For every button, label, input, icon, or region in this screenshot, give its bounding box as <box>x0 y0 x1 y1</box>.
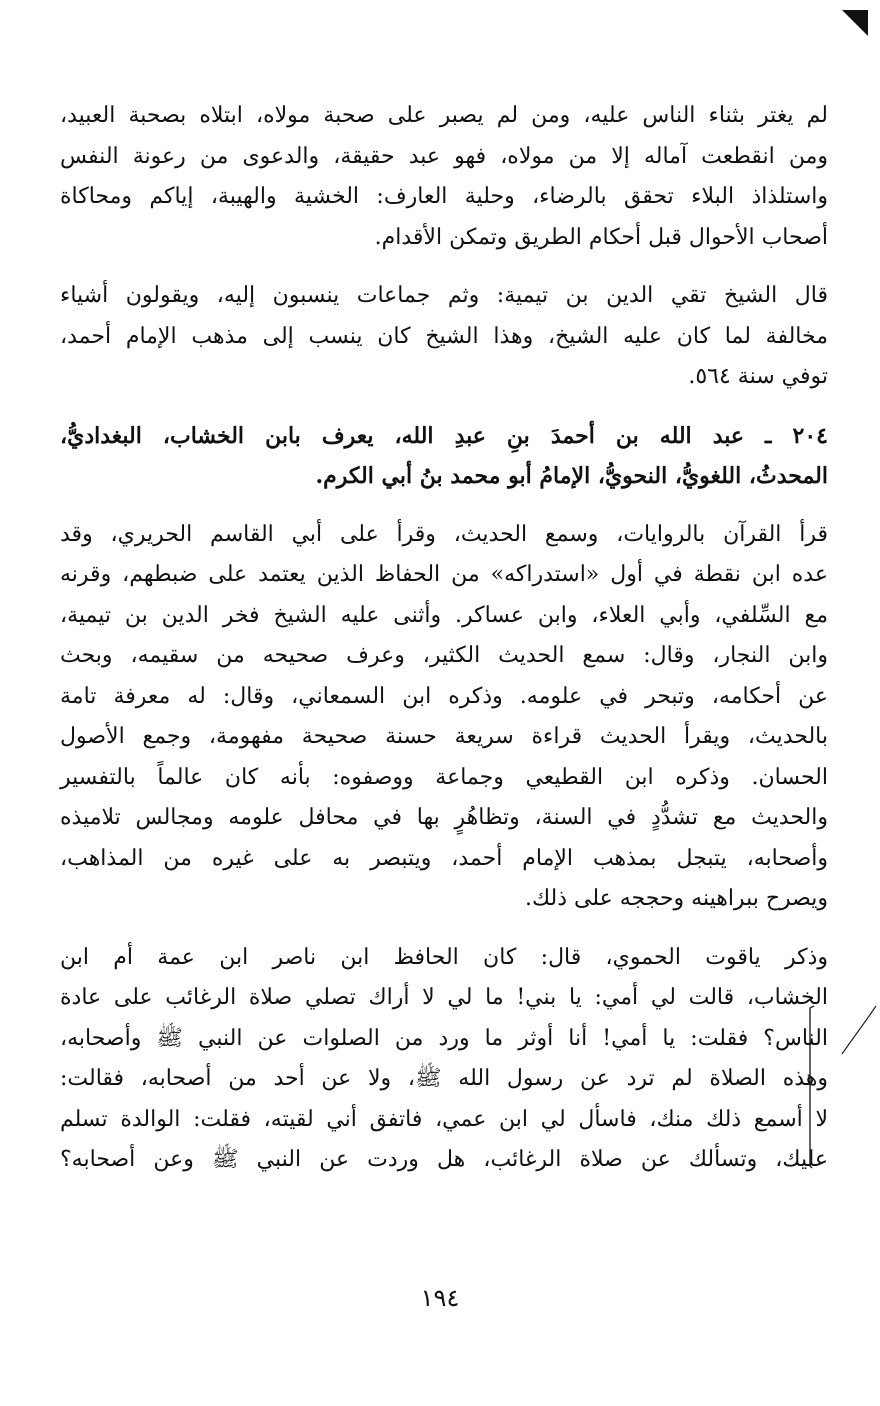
page-body <box>60 96 828 1199</box>
text-line: قرأ القرآن بالروايات، وسمع الحديث، وقرأ على أبي القاسم الحريري، وقد <box>60 521 829 547</box>
text-line: عليك، وتسألك عن صلاة الرغائب، هل وردت عن النبي ﷺ وعن أصحابه؟ <box>60 1147 828 1172</box>
text-line: الخشاب، قالت لي أمي: يا بني! ما لي لا أراك تصلي صلاة الرغائب على عادة <box>60 985 828 1010</box>
paragraph-3 <box>60 515 828 920</box>
page-number: ١٩٤ <box>420 1284 460 1312</box>
paragraph-2 <box>60 276 828 398</box>
corner-triangle-mark <box>842 10 868 36</box>
text-line: مخالفة لما كان عليه الشيخ، وهذا الشيخ كان ينسب إلى مذهب الإمام أحمد، <box>60 323 828 349</box>
text-line: قال الشيخ تقي الدين بن تيمية: وثم جماعات ينسبون إليه، ويقولون أشياء <box>60 283 828 308</box>
text-line: وهذه الصلاة لم ترد عن رسول الله ﷺ، ولا عن أحد من أصحابه، فقالت: <box>60 1066 828 1091</box>
text-line: ومن انقطعت آماله إلا من مولاه، فهو عبد حقيقة، والدعوى من رعونة النفس <box>60 143 828 169</box>
paragraph-4 <box>60 938 828 1181</box>
text-line: لم يغتر بثناء الناس عليه، ومن لم يصبر على صحبة مولاه، ابتلاه بصحبة العبيد، <box>60 103 828 128</box>
text-line: وأصحابه، يتبجل بمذهب الإمام أحمد، ويتبصر به على غيره من المذاهب، <box>60 845 828 871</box>
margin-pen-stroke <box>838 1004 878 1058</box>
text-line: لا أسمع ذلك منك، فاسأل لي ابن عمي، فاتفق أني لقيته، فقلت: الوالدة تسلم <box>60 1106 828 1132</box>
text-line: أصحاب الأحوال قبل أحكام الطريق وتمكن الأقدام. <box>374 224 828 250</box>
text-line: مع السِّلفي، وأبي العلاء، وابن عساكر. وأثنى عليه الشيخ فخر الدين بن تيمية، <box>60 602 828 628</box>
text-line: ويصرح ببراهينه وحججه على ذلك. <box>524 886 828 911</box>
text-line: المحدثُ، اللغويُّ، النحويُّ، الإمامُ أبو محمد بنُ أبي الكرم. <box>315 463 828 489</box>
margin-bracket-mark <box>806 1004 816 1170</box>
text-line: بالحديث، ويقرأ الحديث قراءة سريعة حسنة صحيحة مفهومة، وجمع الأصول <box>60 724 828 749</box>
text-line: والحديث مع تشدُّدٍ في السنة، وتظاهُرٍ بها في محافل علومه ومجالس تلاميذه <box>60 805 828 830</box>
text-line: وابن النجار، وقال: سمع الحديث الكثير، وعرف صحيحه من سقيمه، وبحث <box>60 643 828 668</box>
text-line: عده ابن نقطة في أول «استدراكه» من الحفاظ الذين يعتمد على ضبطهم، وقرنه <box>60 562 828 587</box>
biography-entry-heading <box>60 416 828 497</box>
text-line: وذكر ياقوت الحموي، قال: كان الحافظ ابن ناصر ابن عمة أم ابن <box>60 944 828 970</box>
paragraph-1 <box>60 96 828 258</box>
text-line: عن أحكامه، وتبحر في علومه. وذكره ابن السمعاني، وقال: له معرفة تامة <box>60 683 828 709</box>
text-line: واستلذاذ البلاء تحقق بالرضاء، وحلية العارف: الخشية والهيبة، إياكم ومحاكاة <box>60 184 828 209</box>
text-line: توفي سنة ٥٦٤. <box>688 364 828 389</box>
text-line: الناس؟ فقلت: يا أمي! أنا أوثر ما ورد من الصلوات عن النبي ﷺ وأصحابه، <box>60 1025 828 1051</box>
text-line: ٢٠٤ ـ عبد الله بن أحمدَ بنِ عبدِ الله، يعرف بابن الخشاب، البغداديُّ، <box>60 422 828 449</box>
text-line: الحسان. وذكره ابن القطيعي وجماعة ووصفوه: بأنه كان عالماً بالتفسير <box>60 764 828 790</box>
